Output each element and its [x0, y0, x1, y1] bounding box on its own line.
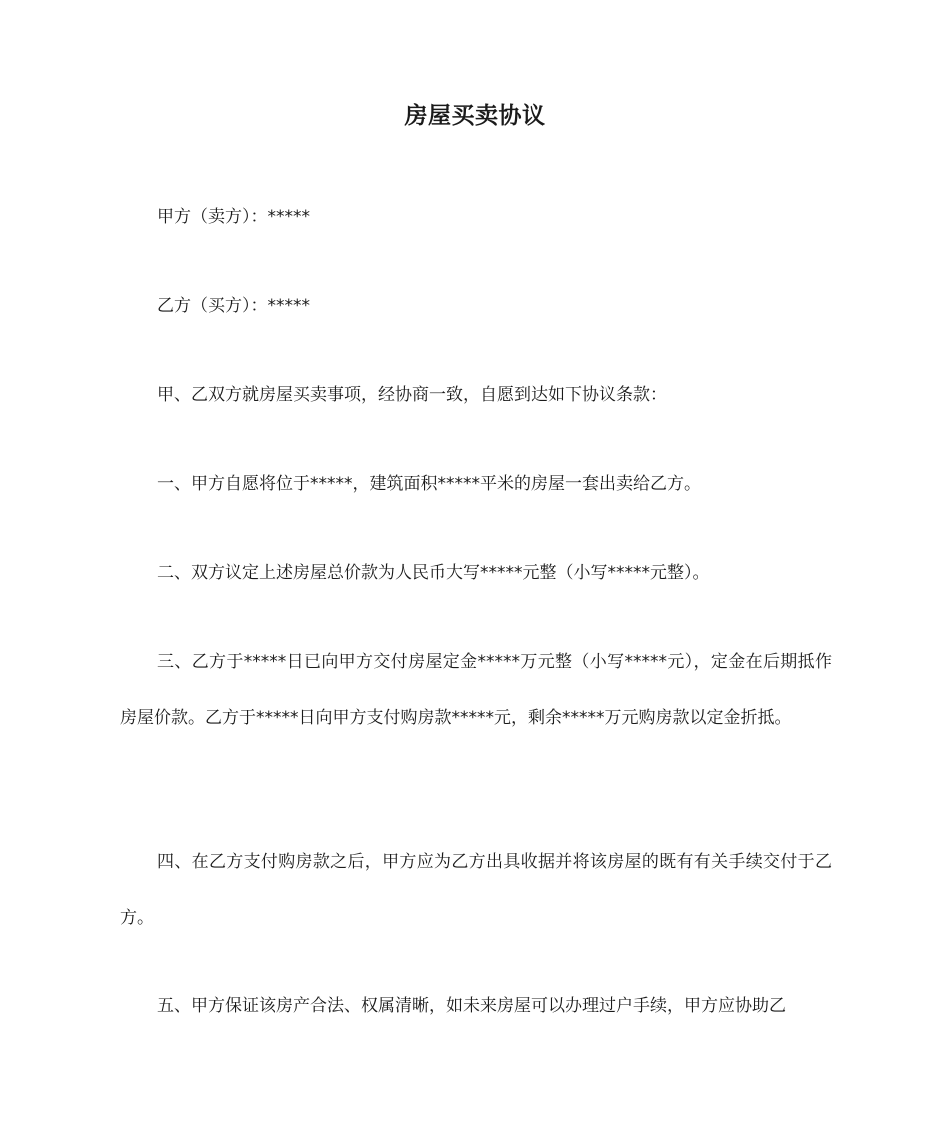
- clause-3-paragraph: 三、乙方于*****日已向甲方交付房屋定金*****万元整（小写*****元），定金在后期抵作房屋价款。乙方于*****日向甲方支付购房款*****元，剩余*****万元购房款以定金折抵。: [120, 652, 832, 728]
- preamble-paragraph: 甲、乙双方就房屋买卖事项，经协商一致，自愿到达如下协议条款：: [157, 385, 667, 405]
- clause-4-paragraph: 四、在乙方支付购房款之后，甲方应为乙方出具收据并将该房屋的既有有关手续交付于乙方。: [120, 852, 832, 928]
- party-b-line: 乙方（买方）：*****: [157, 296, 310, 316]
- clause-5-paragraph: 五、甲方保证该房产合法、权属清晰，如未来房屋可以办理过户手续，甲方应协助乙: [157, 996, 786, 1016]
- document-title: 房屋买卖协议: [404, 103, 546, 129]
- party-a-line: 甲方（卖方）：*****: [157, 207, 310, 227]
- clause-2-paragraph: 二、双方议定上述房屋总价款为人民币大写*****元整（小写*****元整）。: [157, 563, 710, 583]
- clause-1-paragraph: 一、甲方自愿将位于*****，建筑面积*****平米的房屋一套出卖给乙方。: [157, 474, 701, 494]
